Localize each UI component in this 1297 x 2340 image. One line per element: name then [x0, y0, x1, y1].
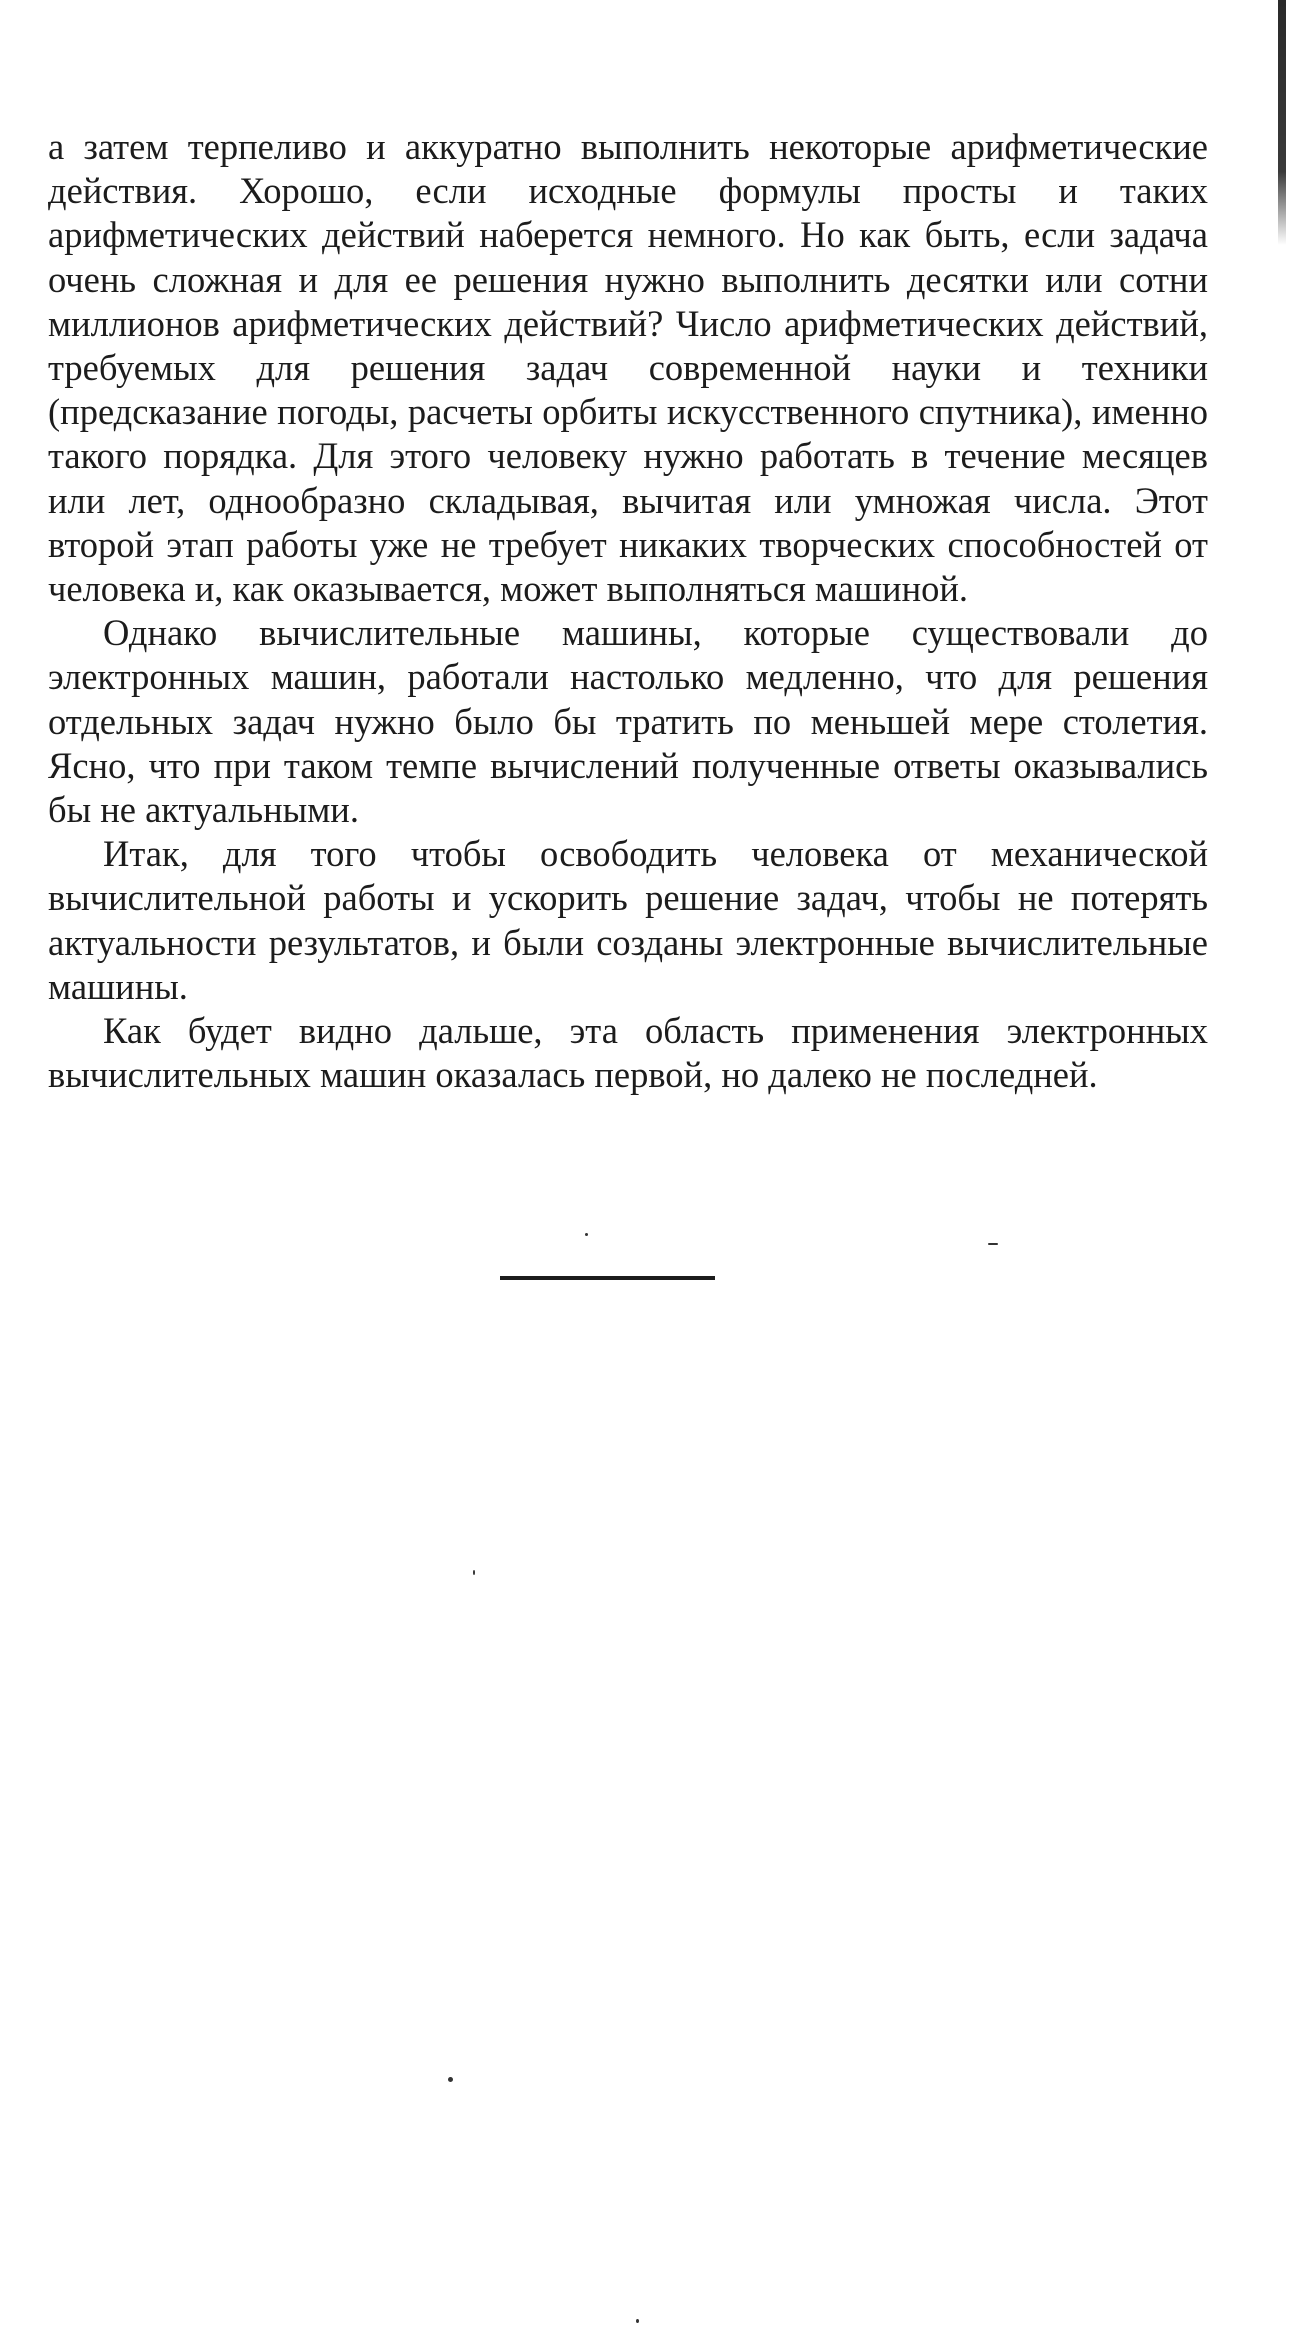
scan-speck — [585, 1233, 588, 1236]
body-text — [48, 125, 1208, 1097]
page-edge-mark — [1278, 0, 1286, 245]
paragraph-continuation: а затем терпеливо и аккуратно выполнить некоторые арифметические действия. Хорошо, если исходные формулы просты и таких арифметических действий наберется немного. Но как быть, если задача очень сложная и для ее решения нужно выполнить десятки или сотни миллионов арифметических действий? Число арифметических действий, требуемых для решения задач современной науки и техники (предсказание погоды, расчеты орбиты искусственного спутника), именно такого порядка. Для этого человеку нужно работать в течение месяцев или лет, однообразно складывая, вычитая или умножая числа. Этот второй этап работы уже не требует никаких творческих способностей от человека и, как оказывается, может выполняться машиной. — [48, 126, 1208, 610]
scan-speck — [448, 2077, 453, 2082]
scan-speck — [988, 1243, 998, 1245]
section-separator-rule — [500, 1276, 715, 1280]
paragraph-purpose: Итак, для того чтобы освободить человека от механической вычислительной работы и ускорить решение задач, чтобы не потерять актуальности результатов, и были созданы электронные вычислительные машины. — [48, 833, 1208, 1007]
paragraph-application: Как будет видно дальше, эта область применения электронных вычислительных машин оказалась первой, но далеко не последней. — [48, 1010, 1208, 1096]
scan-speck — [473, 1570, 475, 1575]
scan-speck — [636, 2319, 639, 2323]
paragraph-electronic-machines: Однако вычислительные машины, которые существовали до электронных машин, работали настолько медленно, что для решения отдельных задач нужно было бы тратить по меньшей мере столетия. Ясно, что при таком темпе вычислений полученные ответы оказывались бы не актуальными. — [48, 612, 1208, 831]
